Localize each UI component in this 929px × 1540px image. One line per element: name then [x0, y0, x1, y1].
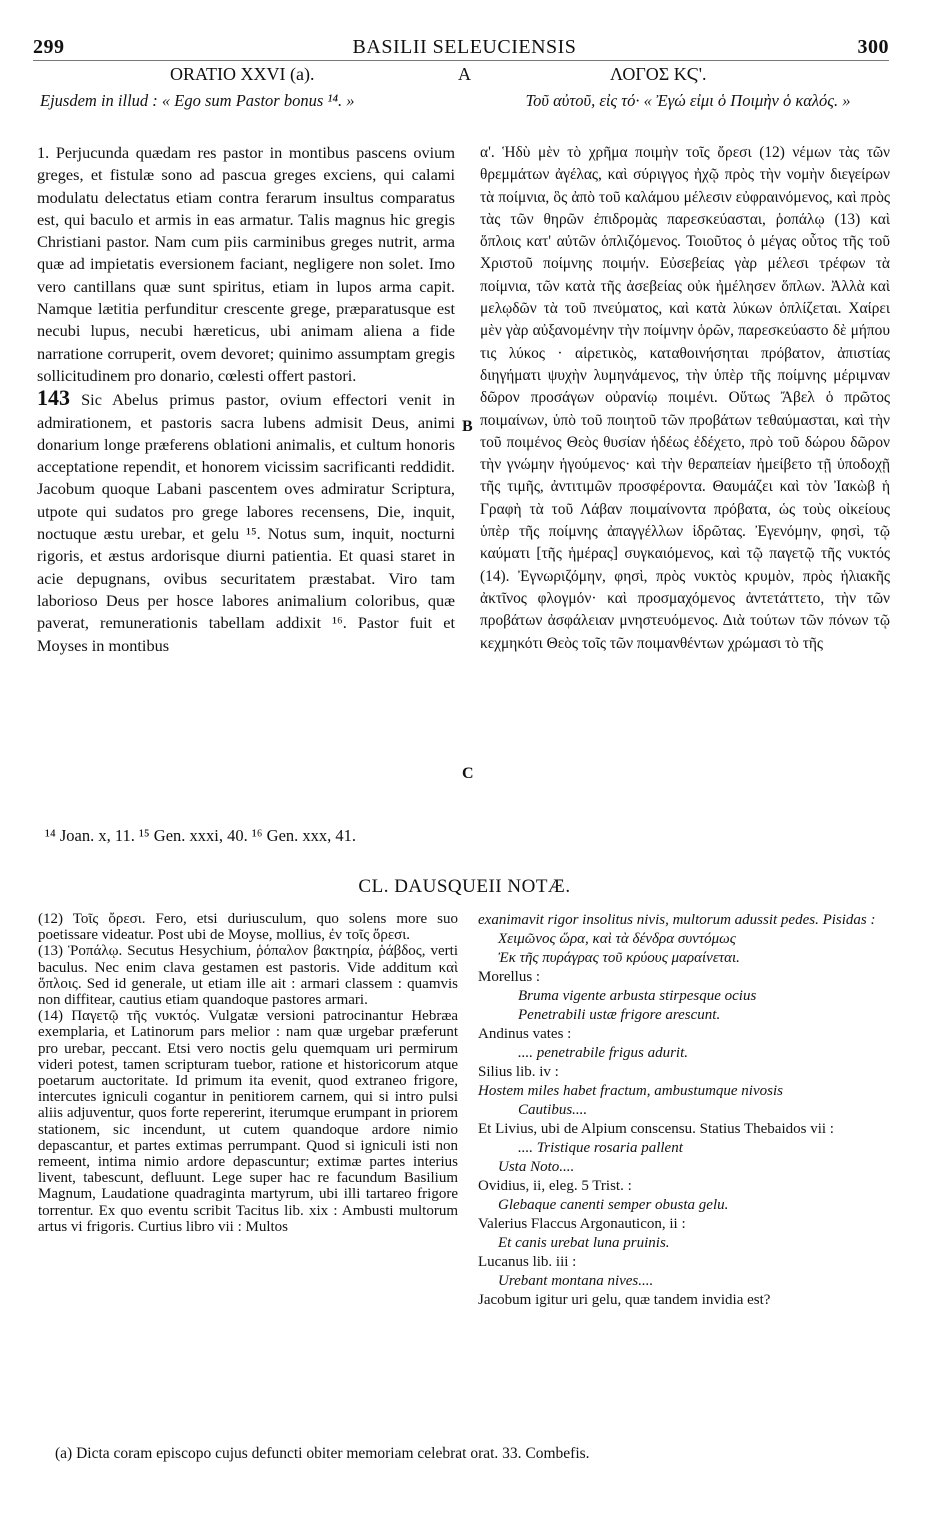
- quote-ovidius: Glebaque canenti semper obusta gelu.: [498, 1197, 729, 1213]
- page-number-left: 299: [33, 36, 65, 58]
- latin-paragraph-2-wrap: [37, 387, 455, 657]
- subtitle-greek: Τοῦ αὐτοῦ, εἰς τό· « Ἐγώ εἰμι ὁ Ποιμὴν ὁ καλός. »: [525, 91, 851, 110]
- column-letter-a: A: [458, 64, 471, 84]
- notes-right-final: Jacobum igitur uri gelu, quæ tandem invidia est?: [478, 1292, 771, 1308]
- label-valerius: Valerius Flaccus Argonauticon, ii :: [478, 1216, 686, 1232]
- label-silius: Silius lib. iv :: [478, 1064, 559, 1080]
- quote-andinus: .... penetrabile frigus adurit.: [518, 1045, 688, 1061]
- greek-column: [480, 142, 890, 655]
- quote-statius-1: .... Tristique rosaria pallent: [518, 1140, 683, 1156]
- quote-pisidas-1: Χειμῶνος ὥρα, καὶ τὰ δένδρα συντόμως: [498, 931, 736, 947]
- notes-left-column: [38, 911, 458, 1235]
- label-morellus: Morellus :: [478, 969, 541, 985]
- notes-right-column: [478, 911, 898, 1310]
- note-14: (14) Παγετῷ τῆς νυκτός. Vulgatæ versioni patrocinantur Hebræa exemplaria, et Latinorum pars melior : nam quæ urgebar præferunt pro urebar, peccant. Etsi vero noctis gelu quemquam uri permirum videri potest, tamen scripturam tuebor, ratione et historicorum atque poetarum auctoritate. Id primum ita evenit, quod extraneo frigore, intercutes igniculi cogantur in penitiorem carnem, qui si intro pulsi aliis adjuventur, quos forte repererint, iterumque erumpant in priorem stationem, sic incendunt, ut cutem quandoque ardore nimio depascantur, et partes extimas perrumpant. Quod si igniculi isti non remeent, intima nimio ardore depascuntur; extimæ partes interius livent, tabescunt, defluunt. Lege super hac re facundum Basilium Magnum, Laudatione quadraginta martyrum, ubi illi tartareo frigore torrentur. Ex quo eventu scribit Tacitus lib. xix : Ambusti multorum artus vi frigoris. Curtius libro vii : Multos: [38, 1008, 458, 1235]
- quote-valerius: Et canis urebat luna pruinis.: [498, 1235, 670, 1251]
- notes-title: CL. DAUSQUEII NOTÆ.: [358, 876, 571, 897]
- latin-paragraph-1: 1. Perjucunda quædam res pastor in montibus pascens ovium greges, et fistulæ sono ad pascua greges exciens, qui calami modulatu delectatus etiam contra ferarum insultus comparatus est, qui baculo et armis in eas armatur. Talis magnus hic gregis Christiani pastor. Nam cum piis carminibus greges nutrit, arma quæ ad impietatis eversionem faciant, negligere non solet. Imo vero cantillans quæ sunt spiritus, etiam in lupos arma capit. Namque lætitia perfunditur crescente grege, præparatusque est necubi lupus, necubi hæreticus, ubi animam aliena a fide narratione corruperit, ovem devoret; quinimo assumptam gregis sollicitudinem pro donario, cœlesti offert pastori.: [37, 143, 455, 385]
- label-andinus: Andinus vates :: [478, 1026, 572, 1042]
- quote-pisidas-2: Ἐκ τῆς πυράγρας τοῦ κρύους μαραίνεται.: [498, 950, 740, 966]
- margin-letter-b: B: [462, 418, 473, 435]
- page-number-right: 300: [857, 36, 889, 58]
- latin-column: [37, 142, 455, 657]
- note-13: (13) Ῥοπάλῳ. Secutus Hesychium, ῥόπαλον βακτηρία, ῥάβδος, verti baculus. Nec enim clava gestamen est pastoris. Vide additum καὶ ὅπλοις. Sed id generale, ut etiam ille ait : armari classem : quamvis non diffitear, cautius etiam quandoque pastores armari.: [38, 943, 458, 1009]
- quote-silius-1: Hostem miles habet fractum, ambustumque nivosis: [478, 1083, 783, 1099]
- label-lucanus: Lucanus lib. iii :: [478, 1254, 577, 1270]
- quote-morellus-2: Penetrabili ustæ frigore arescunt.: [518, 1007, 721, 1023]
- title-latin: ORATIO XXVI (a).: [170, 64, 315, 84]
- label-livius: Et Livius, ubi de Alpium conscensu. Statius Thebaidos vii :: [478, 1121, 834, 1137]
- marker-143: 143: [37, 385, 70, 411]
- label-ovidius: Ovidius, ii, eleg. 5 Trist. :: [478, 1178, 632, 1194]
- quote-lucanus: Urebant montana nives....: [498, 1273, 654, 1289]
- greek-paragraph: α'. Ἡδὺ μὲν τὸ χρῆμα ποιμὴν τοῖς ὄρεσι (12) νέμων τὰς τῶν θρεμμάτων ἀγέλας, καὶ σύριγγος ἠχῷ πρὸς τὴν νομὴν διεγείρων τὰ ποίμνια, ὃς ἀπὸ τοῦ καλάμου μέλεσιν εὐφραινόμενος, καὶ πρὸς τὰς τῶν θηρῶν ἐπιδρομὰς παρεσκεύασται, ῥοπάλῳ (13) καὶ ὅπλοις κατ' αὐτῶν ὁπλιζόμενος. Τοιοῦτος ὁ μέγας οὗτος τῆς τοῦ Χριστοῦ ποίμνης ποιμήν. Εὐσεβείας γὰρ μέλεσι τρέφων τὰ ποίμνια, τῶν κατὰ τῆς ἀσεβείας οὐκ ἠμέλησεν ὅπλων. Ἀλλὰ καὶ μελῳδῶν τὰ τοῦ πνεύματος, καὶ κατὰ λύκων ὁπλίζεται. Χαίρει μὲν γὰρ αὐξανομένην τὴν ποίμνην ὁρῶν, παρεσκεύαστο δὲ μήπου τις λύκος · αἱρετικὸς, καταθοινήσηται πρόβατον, ἀπιστίας διηγήματι ψυχὴν λυμηνάμενος, τὴν ὑπὲρ τῆς ποίμνης μέριμναν δῶρον προσάγων οὐρανίῳ ποιμένι. Οὕτως Ἄβελ ὁ πρῶτος ποιμαίνων, ὑπὸ τοῦ ποιητοῦ τῶν προβάτων τεθαύμασται, καὶ τὴν τοῦ ποιμένος Θεὸς θυσίαν ἡδέως ἐδέχετο, πρὸ τοῦ δώρου δῶρον τὴν γνώμην ἡγούμενος· καὶ τὴν θεραπείαν ἠμείβετο τῇ ὑποδοχῇ τῆς τιμῆς, ἀντιτιμῶν προσφέροντα. Θαυμάζει καὶ τὸν Ἰακὼβ ἡ Γραφὴ τὰ τοῦ Λάβαν ποιμαίνοντα πρόβατα, ὡς τοὺς οἰκείους ὑπὲρ τῆς ποίμνης ἀπαγγέλλων ἱδρῶτας. Ἐγενόμην, φησὶ, τῷ καύματι [τῆς ἡμέρας] συγκαιόμενος, καὶ τῷ παγετῷ τῆς νυκτός (14). Ἐγνωριζόμην, φησὶ, πρὸς νυκτὸς κρυμὸν, πρὸς ἡλιακῆς ἀκτῖνος φλογμόν· καὶ προσμαχόμενος ἀντετάττετο, τὴν τῶν προβάτων ἀσφάλειαν μνηστευόμενος. Διὰ τούτων τῶν πόνων τῷ κεχμηκότι Θεὸς τοῖς τῶν ποιμανθέντων χρώμασι τὸ τῆς: [480, 144, 890, 652]
- bottom-note: (a) Dicta coram episcopo cujus defuncti obiter memoriam celebrat orat. 33. Combefis.: [55, 1445, 590, 1462]
- quote-silius-2: Cautibus....: [518, 1102, 588, 1118]
- title-greek: ΛΟΓΟΣ ΚϚ'.: [610, 64, 707, 84]
- notes-right-line-1: exanimavit rigor insolitus nivis, multorum adussit pedes. Pisidas :: [478, 912, 876, 928]
- scripture-footnotes: ¹⁴ Joan. x, 11. ¹⁵ Gen. xxxi, 40. ¹⁶ Gen. xxx, 41.: [45, 826, 357, 845]
- header-rule: [33, 60, 889, 61]
- running-title: BASILII SELEUCIENSIS: [352, 36, 577, 58]
- note-12: (12) Τοῖς ὄρεσι. Fero, etsi duriusculum, quo solens more suo poetissare videatur. Post ubi de Moyse, mollius, ἐν τοῖς ὄρεσι.: [38, 911, 458, 944]
- latin-paragraph-2: Sic Abelus primus pastor, ovium effectori venit in admirationem, et pastoris sacra lubens admisit Deus, animi donarium longe præferens oblationi animalis, et cultum honoris acceptatione rependit, et honorem vicissim sacrificanti reddidit. Jacobum quoque Labani pascentem oves admiratur Scriptura, utpote qui sudatos pro grege labores recensens, Die, inquit, noctuque æstu urebar, et gelu ¹⁵. Notus sum, inquit, nocturni rigoris, et æstus ardorisque diurni patientia. Et quasi staret in acie depugnans, ovibus securitatem præstabat. Viro tam laborioso Deus per hosce labores animalium coloribus, quæ paverat, remunerationis tabellam addixit ¹⁶. Pastor fuit et Moyses in montibus: [37, 390, 455, 655]
- subtitle-latin: Ejusdem in illud : « Ego sum Pastor bonus ¹⁴. »: [40, 91, 355, 110]
- quote-statius-2: Usta Noto....: [498, 1159, 575, 1175]
- quote-morellus-1: Bruma vigente arbusta stirpesque ocius: [518, 988, 757, 1004]
- margin-letter-c: C: [462, 765, 474, 782]
